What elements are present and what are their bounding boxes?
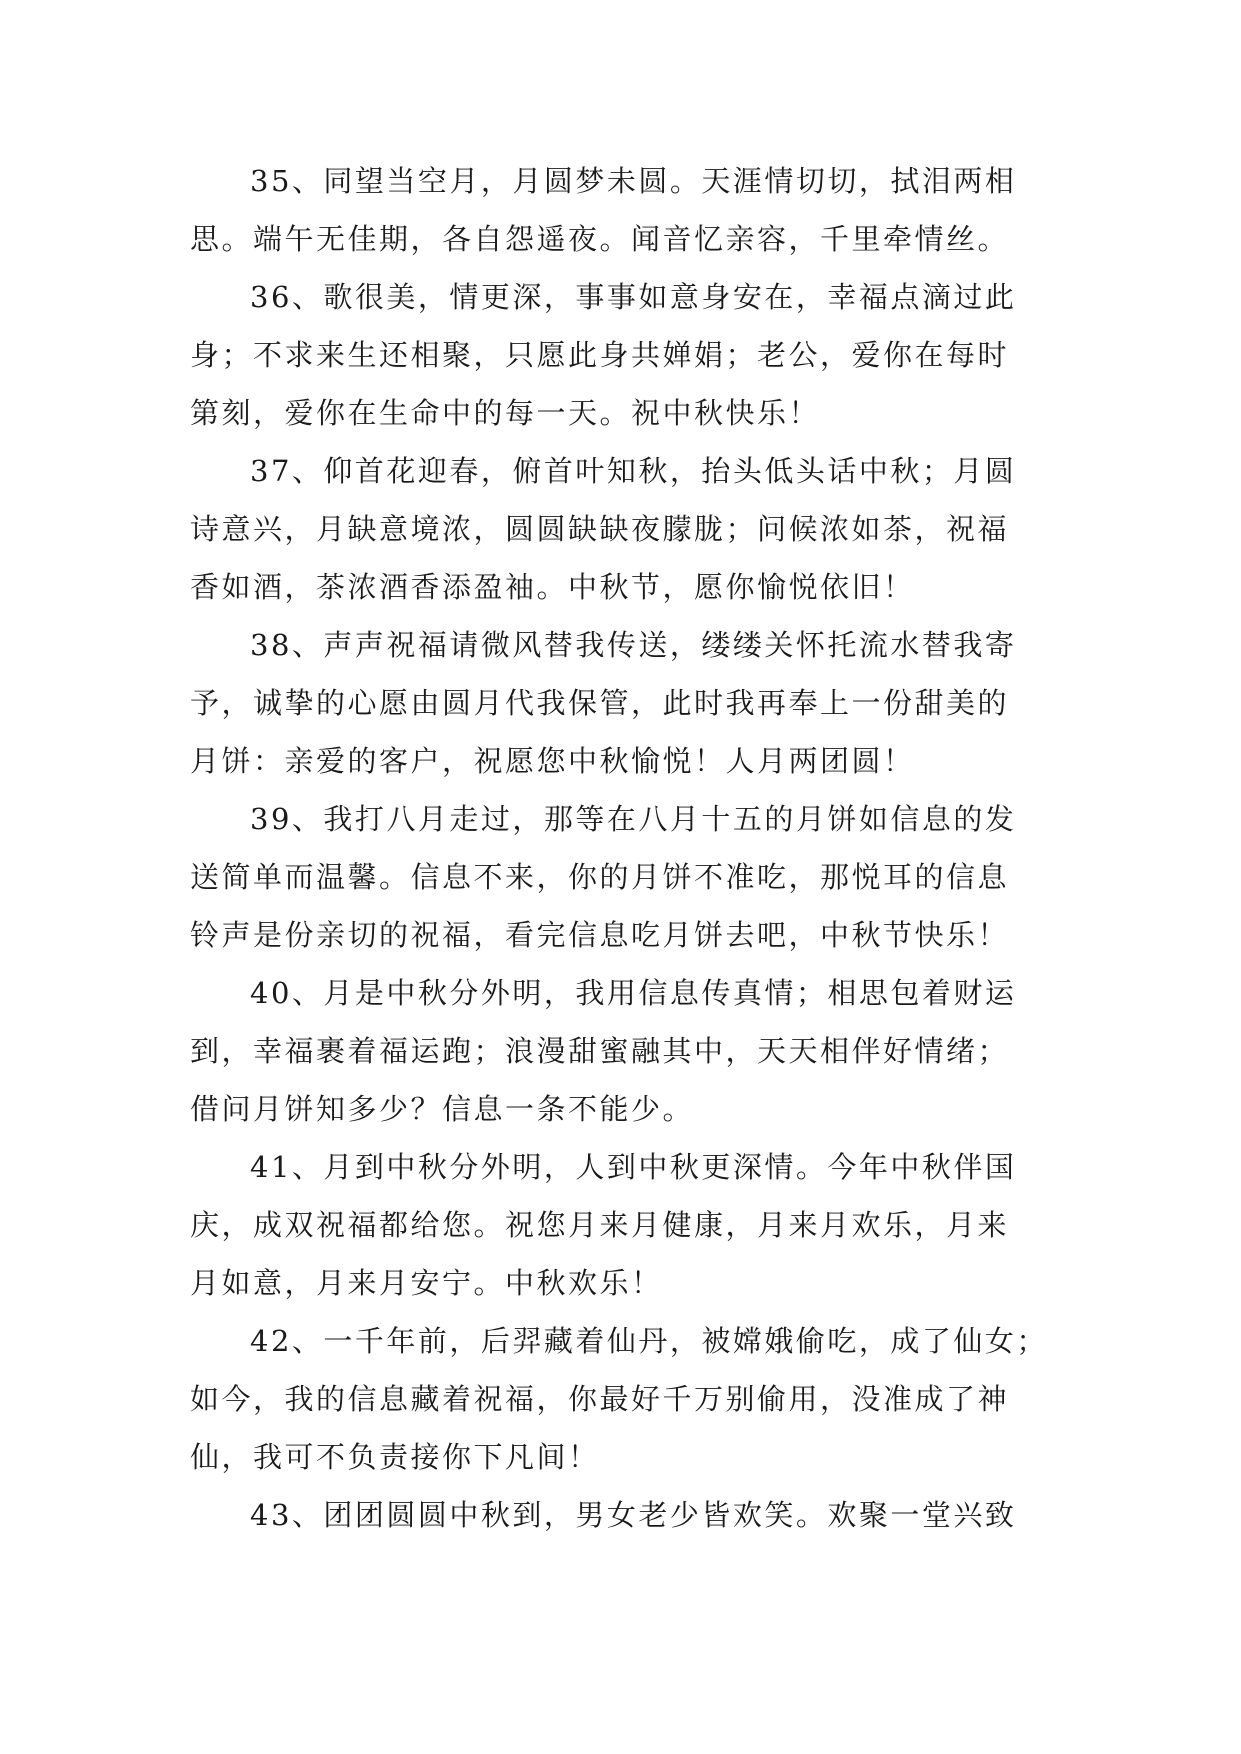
text-line: 月如意，月来月安宁。中秋欢乐！ [190, 1266, 663, 1300]
text-line: 36、歌很美，情更深，事事如意身安在，幸福点滴过此 [250, 280, 1017, 314]
text-line: 42、一千年前，后羿藏着仙丹，被嫦娥偷吃，成了仙女； [250, 1324, 1048, 1358]
text-line: 41、月到中秋分外明，人到中秋更深情。今年中秋伴国 [250, 1150, 1017, 1184]
text-line: 思。端午无佳期，各自怨遥夜。闻音忆亲容，千里牵情丝。 [190, 222, 1010, 256]
text-line: 35、同望当空月，月圆梦未圆。天涯情切切，拭泪两相 [250, 164, 1017, 198]
document-body [190, 152, 1070, 1544]
text-line: 诗意兴，月缺意境浓，圆圆缺缺夜朦胧；问候浓如茶，祝福 [190, 512, 1010, 546]
text-line: 39、我打八月走过，那等在八月十五的月饼如信息的发 [250, 802, 1017, 836]
text-line: 身；不求来生还相聚，只愿此身共婵娟；老公，爱你在每时 [190, 338, 1010, 372]
text-line: 铃声是份亲切的祝福，看完信息吃月饼去吧，中秋节快乐！ [190, 918, 1010, 952]
text-line: 38、声声祝福请微风替我传送，缕缕关怀托流水替我寄 [250, 628, 1017, 662]
text-line: 40、月是中秋分外明，我用信息传真情；相思包着财运 [250, 976, 1017, 1010]
text-line: 43、团团圆圆中秋到，男女老少皆欢笑。欢聚一堂兴致 [250, 1498, 1017, 1532]
text-line: 仙，我可不负责接你下凡间！ [190, 1440, 600, 1474]
text-line: 送简单而温馨。信息不来，你的月饼不准吃，那悦耳的信息 [190, 860, 1010, 894]
text-line: 37、仰首花迎春，俯首叶知秋，抬头低头话中秋；月圆 [250, 454, 1017, 488]
text-line: 予，诚挚的心愿由圆月代我保管，此时我再奉上一份甜美的 [190, 686, 1010, 720]
text-line: 月饼：亲爱的客户，祝愿您中秋愉悦！人月两团圆！ [190, 744, 915, 778]
text-line: 如今，我的信息藏着祝福，你最好千万别偷用，没准成了神 [190, 1382, 1010, 1416]
text-line: 庆，成双祝福都给您。祝您月来月健康，月来月欢乐，月来 [190, 1208, 1010, 1242]
text-line: 到，幸福裹着福运跑；浪漫甜蜜融其中，天天相伴好情绪； [190, 1034, 1010, 1068]
text-line: 借问月饼知多少？信息一条不能少。 [190, 1092, 695, 1126]
text-line: 香如酒，茶浓酒香添盈袖。中秋节，愿你愉悦依旧！ [190, 570, 915, 604]
text-line: 第刻，爱你在生命中的每一天。祝中秋快乐！ [190, 396, 821, 430]
